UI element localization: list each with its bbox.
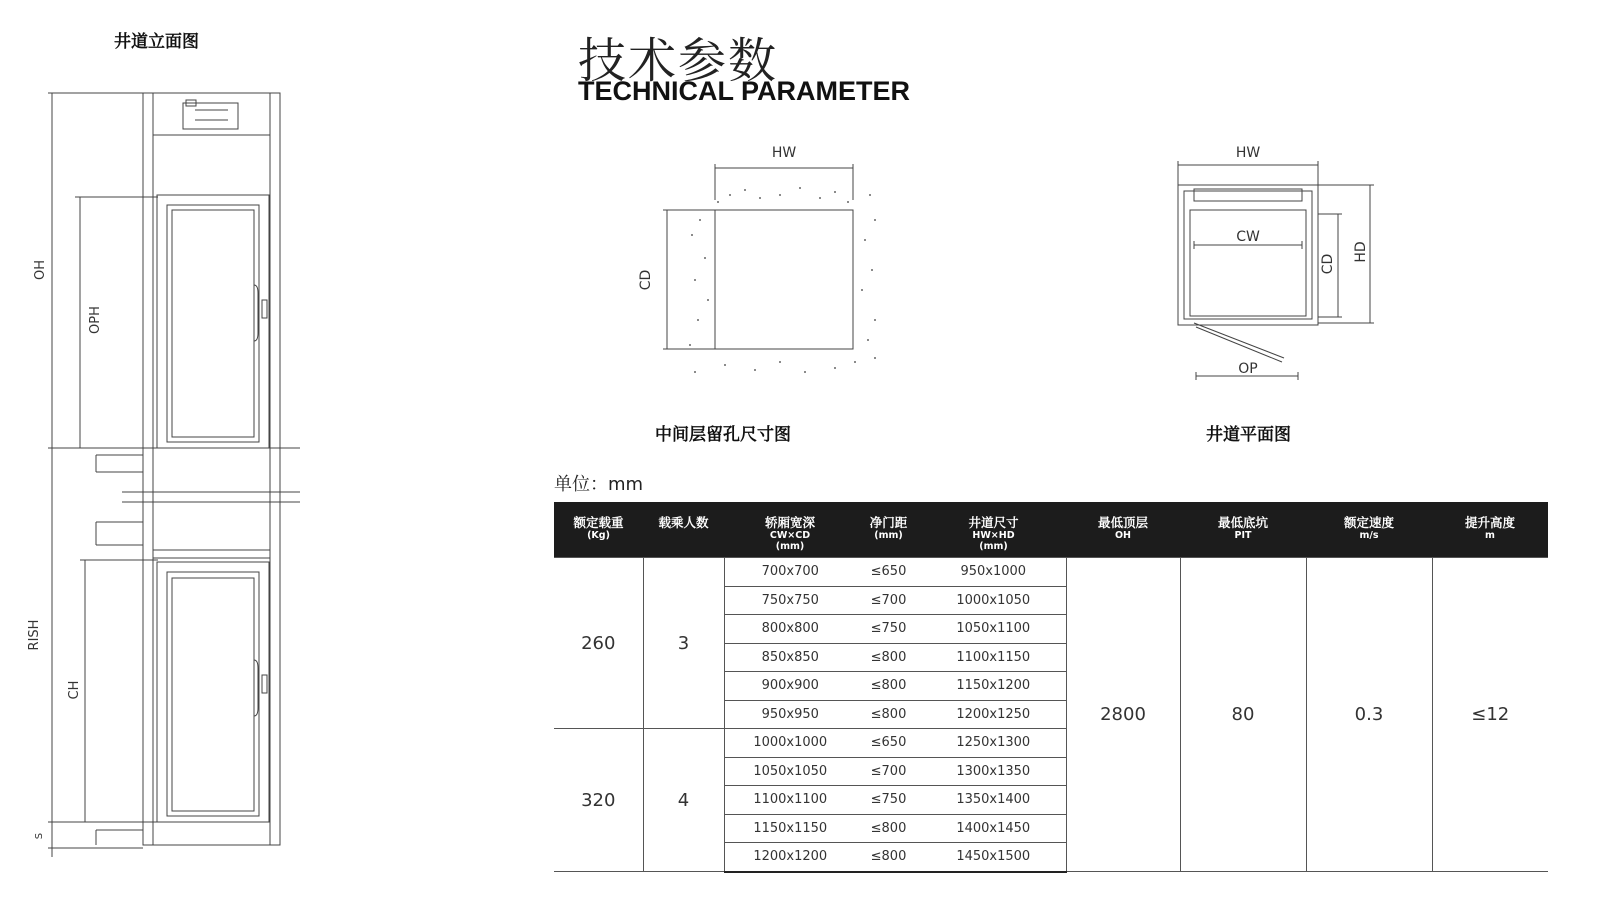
- car-size-cell: 1050x1050: [724, 757, 856, 786]
- title-english: TECHNICAL PARAMETER: [578, 76, 911, 106]
- car-size-cell: 900x900: [724, 672, 856, 701]
- door-cell: ≤650: [856, 558, 921, 587]
- header-shaft-size: 井道尺寸 HW×HD (mm): [921, 502, 1066, 558]
- pit-cell: 80: [1180, 558, 1306, 872]
- shaft-cell: 1000x1050: [921, 586, 1066, 615]
- car-size-cell: 950x950: [724, 700, 856, 729]
- oh-label: OH: [33, 259, 48, 281]
- elevation-title: 井道立面图: [114, 32, 199, 52]
- plan-cd-label: CD: [1320, 253, 1336, 275]
- door-cell: ≤800: [856, 672, 921, 701]
- shaft-cell: 1350x1400: [921, 786, 1066, 815]
- load-cell: 320: [554, 729, 643, 872]
- plan-hd-label: HD: [1353, 241, 1369, 263]
- opening-cd-label: CD: [638, 269, 654, 291]
- speed-cell: 0.3: [1306, 558, 1432, 872]
- car-size-cell: 1200x1200: [724, 843, 856, 872]
- shaft-plan-diagram: [1160, 140, 1390, 385]
- car-size-cell: 750x750: [724, 586, 856, 615]
- persons-cell: 3: [643, 558, 724, 729]
- unit-label: 单位：mm: [554, 474, 644, 495]
- car-size-cell: 1100x1100: [724, 786, 856, 815]
- header-car-size: 轿厢宽深 CW×CD (mm): [724, 502, 856, 558]
- door-cell: ≤750: [856, 786, 921, 815]
- shaft-cell: 1450x1500: [921, 843, 1066, 872]
- header-height: 提升高度 m: [1432, 502, 1548, 558]
- rish-label: RISH: [27, 619, 42, 651]
- shaft-elevation-drawing: [0, 0, 320, 904]
- height-cell: ≤12: [1432, 558, 1548, 872]
- door-cell: ≤700: [856, 586, 921, 615]
- technical-parameter-table: [554, 502, 1548, 873]
- table-header-row: [554, 502, 1548, 558]
- door-cell: ≤800: [856, 843, 921, 872]
- plan-op-label: OP: [1238, 361, 1258, 377]
- shaft-cell: 1300x1350: [921, 757, 1066, 786]
- overhead-cell: 2800: [1066, 558, 1180, 872]
- plan-cw-label: CW: [1236, 229, 1260, 245]
- s-label: S: [34, 832, 45, 840]
- shaft-cell: 1250x1300: [921, 729, 1066, 758]
- door-cell: ≤800: [856, 643, 921, 672]
- header-load: 额定载重 (Kg): [554, 502, 643, 558]
- header-pit: 最低底坑 PIT: [1180, 502, 1306, 558]
- shaft-cell: 1050x1100: [921, 615, 1066, 644]
- shaft-cell: 950x1000: [921, 558, 1066, 587]
- car-size-cell: 800x800: [724, 615, 856, 644]
- door-cell: ≤700: [856, 757, 921, 786]
- car-size-cell: 1000x1000: [724, 729, 856, 758]
- door-cell: ≤800: [856, 700, 921, 729]
- header-speed: 额定速度 m/s: [1306, 502, 1432, 558]
- oph-label: OPH: [88, 306, 103, 334]
- table-row: [554, 558, 1548, 587]
- car-size-cell: 1150x1150: [724, 814, 856, 843]
- title-chinese: 技术参数: [578, 33, 779, 89]
- car-size-cell: 700x700: [724, 558, 856, 587]
- shaft-cell: 1400x1450: [921, 814, 1066, 843]
- shaft-cell: 1100x1150: [921, 643, 1066, 672]
- plan-hw-label: HW: [1235, 145, 1261, 161]
- header-overhead: 最低顶层 OH: [1066, 502, 1180, 558]
- opening-hw-label: HW: [771, 145, 797, 161]
- plan-diagram-caption: 井道平面图: [1206, 425, 1291, 445]
- door-cell: ≤800: [856, 814, 921, 843]
- door-cell: ≤650: [856, 729, 921, 758]
- floor-opening-diagram: [630, 140, 890, 385]
- header-persons: 载乘人数: [643, 502, 724, 558]
- persons-cell: 4: [643, 729, 724, 872]
- door-cell: ≤750: [856, 615, 921, 644]
- opening-diagram-caption: 中间层留孔尺寸图: [655, 425, 791, 445]
- shaft-cell: 1150x1200: [921, 672, 1066, 701]
- load-cell: 260: [554, 558, 643, 729]
- header-door-width: 净门距 (mm): [856, 502, 921, 558]
- shaft-cell: 1200x1250: [921, 700, 1066, 729]
- car-size-cell: 850x850: [724, 643, 856, 672]
- ch-label: CH: [67, 680, 82, 700]
